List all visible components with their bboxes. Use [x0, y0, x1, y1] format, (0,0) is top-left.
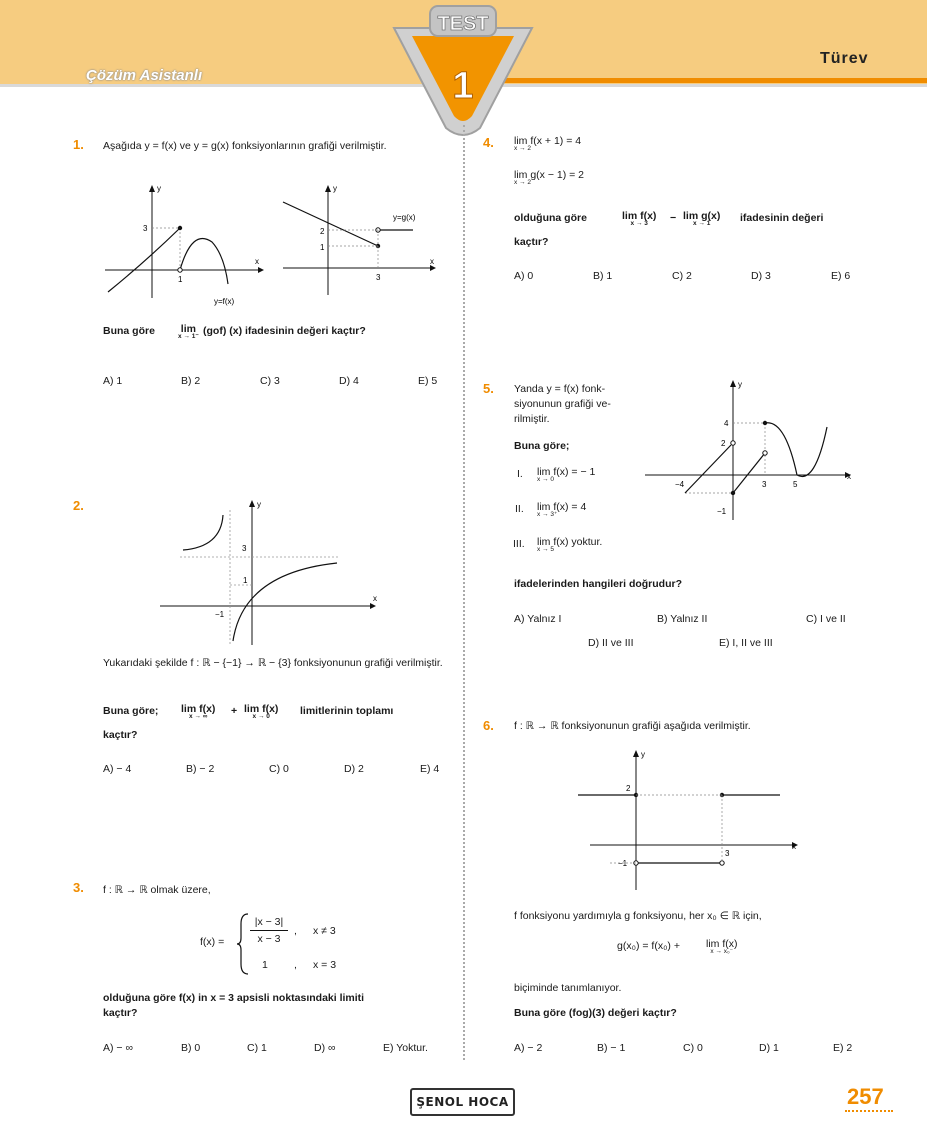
- q6-graph: [570, 745, 810, 895]
- q5-ii-sub: x → 3⁺: [537, 511, 558, 518]
- q5-ii-text: lim f(x) = 4: [537, 501, 587, 513]
- q5-iii-text: lim f(x) yoktur.: [537, 536, 603, 548]
- q5-arc: [765, 423, 797, 475]
- q5-tick-2: 2: [721, 439, 726, 448]
- q3-option-d[interactable]: D) ∞: [314, 1042, 336, 1054]
- q5-option-a[interactable]: A) Yalnız I: [514, 613, 562, 625]
- q2-y-label: y: [257, 500, 261, 509]
- q2-y-arrow: [249, 500, 255, 507]
- q3-number: 3.: [73, 880, 84, 895]
- q5-open-0-2: [731, 441, 735, 445]
- q5-ii-limit: [537, 503, 586, 519]
- q1g-tick-2: 2: [320, 227, 325, 236]
- q3-ask-2: kaçtır?: [103, 1007, 138, 1019]
- footer-brand-text: ŞENOL HOCA: [416, 1095, 509, 1109]
- q4-option-d[interactable]: D) 3: [751, 270, 771, 282]
- q2-curve-left: [183, 515, 223, 550]
- test-badge: [388, 0, 538, 138]
- page-number-underline: [845, 1110, 893, 1112]
- q1f-tick-3: 3: [143, 224, 148, 233]
- q4-minus: −: [670, 212, 677, 224]
- q5-y-arrow: [730, 380, 736, 387]
- q5-seg-1: [685, 445, 731, 493]
- q1g-tick-1: 1: [320, 243, 325, 252]
- q5-option-b[interactable]: B) Yalnız II: [657, 613, 708, 625]
- q5-intro-3: rilmiştir.: [514, 413, 550, 425]
- q1f-tick-1: 1: [178, 275, 183, 284]
- q2-ask-pre: Buna göre;: [103, 705, 159, 717]
- q3-option-b[interactable]: B) 0: [181, 1042, 201, 1054]
- q1-option-c[interactable]: C) 3: [260, 375, 280, 387]
- q5-option-c[interactable]: C) I ve II: [806, 613, 846, 625]
- q6-tick-2: 2: [626, 784, 631, 793]
- q5-tick-4: 4: [724, 419, 729, 428]
- q5-y-label: y: [738, 380, 742, 389]
- q2-option-d[interactable]: D) 2: [344, 763, 364, 775]
- q2-option-a[interactable]: A) − 4: [103, 763, 132, 775]
- q5-tick-m4: −4: [675, 480, 685, 489]
- q1f-point-filled: [178, 226, 182, 230]
- q5-iii-limit: [537, 538, 602, 554]
- q6-y-arrow: [633, 750, 639, 757]
- q2-plus: +: [231, 705, 238, 717]
- header-accent-line: [470, 78, 927, 83]
- q5-i-label: I.: [517, 468, 523, 480]
- q1g-line: [283, 202, 378, 246]
- q2-tick-m1: −1: [215, 610, 225, 619]
- topic-title: Türev: [820, 50, 869, 67]
- q1g-tick-3: 3: [376, 273, 381, 282]
- q2-limit-2: [244, 705, 278, 721]
- q1-graph-f: [100, 180, 275, 310]
- q3-numerator: |x − 3|: [254, 916, 284, 928]
- q1-option-d[interactable]: D) 4: [339, 375, 359, 387]
- q5-open-3-low: [763, 451, 767, 455]
- q5-i-sub: x → 0: [537, 476, 554, 483]
- q4-given-1: [514, 137, 581, 153]
- q3-option-c[interactable]: C) 1: [247, 1042, 267, 1054]
- q1-lim-word: lim: [180, 323, 196, 335]
- q5-ask: Buna göre;: [514, 440, 570, 452]
- q4-limb-word: lim g(x): [683, 210, 721, 222]
- q1f-point-open: [178, 268, 182, 272]
- page-number: 257: [847, 1084, 884, 1109]
- q1-intro: Aşağıda y = f(x) ve y = g(x) fonksiyonlarının grafiği verilmiştir.: [103, 140, 387, 152]
- q5-number: 5.: [483, 381, 494, 396]
- q6-formula: g(x₀) = f(x₀) +: [617, 940, 680, 952]
- q5-option-d[interactable]: D) II ve III: [588, 637, 634, 649]
- q4-option-e[interactable]: E) 6: [831, 270, 851, 282]
- footer-brand-logo: [410, 1088, 515, 1116]
- q4-limit-a: [622, 212, 656, 228]
- q6-number: 6.: [483, 718, 494, 733]
- q4-ask-end: kaçtır?: [514, 236, 549, 248]
- q3-value-2: 1: [262, 959, 268, 971]
- q5-tick-m1: −1: [717, 507, 727, 516]
- q6-formula-limit: [706, 940, 738, 956]
- q6-lim-sub: x → x₀⁻: [710, 948, 734, 955]
- q2-lim1-word: lim f(x): [181, 703, 216, 715]
- q4-ask-pre: olduğuna göre: [514, 212, 587, 224]
- q6-text-2: biçiminde tanımlanıyor.: [514, 982, 622, 994]
- q4-given1-text: lim f(x + 1) = 4: [514, 135, 582, 147]
- q3-option-e[interactable]: E) Yoktur.: [383, 1042, 428, 1054]
- q4-number: 4.: [483, 135, 494, 150]
- q5-tick-3: 3: [762, 480, 767, 489]
- q1-number: 1.: [73, 137, 84, 152]
- q6-lim-word: lim f(x): [706, 938, 738, 950]
- q1-option-a[interactable]: A) 1: [103, 375, 123, 387]
- q5-question: ifadelerinden hangileri doğrudur?: [514, 578, 683, 590]
- q2-lim1-sub: x → ∞: [189, 713, 208, 720]
- q2-graph: [155, 495, 385, 650]
- column-divider: [463, 125, 465, 1060]
- q5-x-label: x: [847, 472, 851, 481]
- q2-option-c[interactable]: C) 0: [269, 763, 289, 775]
- q2-text: Yukarıdaki şekilde f : ℝ − {−1} → ℝ − {3} fonksiyonunun grafiği verilmiştir.: [103, 657, 443, 669]
- q2-lim2-word: lim f(x): [244, 703, 279, 715]
- q5-filled-3-4: [763, 421, 767, 425]
- q2-curve-right: [233, 563, 337, 641]
- solution-assistant-label: Çözüm Asistanlı: [86, 67, 203, 84]
- q1f-x-label: x: [255, 257, 259, 266]
- q1f-y-arrow: [149, 185, 155, 192]
- q5-tick-5: 5: [793, 480, 798, 489]
- q3-denominator: x − 3: [257, 933, 281, 945]
- q5-seg-2: [733, 453, 765, 493]
- q1f-func-label: y=f(x): [214, 297, 235, 306]
- q6-option-b[interactable]: B) − 1: [597, 1042, 626, 1054]
- q6-x-label: x: [792, 842, 796, 851]
- q2-ask-end: kaçtır?: [103, 729, 138, 741]
- q3-fraction-bar: [250, 930, 288, 931]
- q1-option-b[interactable]: B) 2: [181, 375, 201, 387]
- q4-option-b[interactable]: B) 1: [593, 270, 613, 282]
- q2-option-e[interactable]: E) 4: [420, 763, 440, 775]
- q6-y-label: y: [641, 750, 645, 759]
- q6-intro: f : ℝ → ℝ fonksiyonunun grafiği aşağıda verilmiştir.: [514, 720, 751, 732]
- q1-graph-g: [278, 180, 448, 300]
- q5-ii-label: II.: [515, 503, 524, 515]
- q2-x-label: x: [373, 594, 377, 603]
- q2-x-arrow: [370, 603, 376, 609]
- q5-iii-sub: x → 5: [537, 546, 554, 553]
- q4-limit-b: [683, 212, 720, 228]
- q6-tick-3: 3: [725, 849, 730, 858]
- q3-fx: f(x) =: [200, 936, 225, 948]
- q4-given1-sub: x → 2: [514, 145, 531, 152]
- q3-cond-1: x ≠ 3: [313, 925, 336, 937]
- q3-option-a[interactable]: A) − ∞: [103, 1042, 133, 1054]
- q3-comma-1: ,: [294, 925, 297, 937]
- badge-test-number: 1: [452, 65, 474, 107]
- q1g-x-label: x: [430, 257, 434, 266]
- q6-ask: Buna göre (fog)(3) değeri kaçtır?: [514, 1007, 677, 1019]
- q2-number: 2.: [73, 498, 84, 513]
- q4-lima-sub: x → 3: [630, 220, 648, 227]
- q6-option-c[interactable]: C) 0: [683, 1042, 703, 1054]
- q3-intro: f : ℝ → ℝ olmak üzere,: [103, 884, 211, 896]
- q3-comma-2: ,: [294, 959, 297, 971]
- q2-lim2-sub: x → 0: [252, 713, 270, 720]
- q5-i-limit: [537, 468, 595, 484]
- q1g-func-label: y=g(x): [393, 213, 416, 222]
- q4-ask-post: ifadesinin değeri: [740, 212, 824, 224]
- q2-tick-1: 1: [243, 576, 248, 585]
- q5-intro-1: Yanda y = f(x) fonk-: [514, 383, 606, 395]
- q3-brace: [236, 912, 250, 976]
- q4-option-c[interactable]: C) 2: [672, 270, 692, 282]
- q1f-curve-right: [180, 239, 228, 285]
- q6-text: f fonksiyonu yardımıyla g fonksiyonu, her x₀ ∈ ℝ için,: [514, 910, 762, 922]
- q4-lima-word: lim f(x): [622, 210, 657, 222]
- q5-intro-2: siyonunun grafiği ve-: [514, 398, 611, 410]
- q3-cond-2: x = 3: [313, 959, 337, 971]
- q1f-y-label: y: [157, 184, 161, 193]
- q6-option-e[interactable]: E) 2: [833, 1042, 853, 1054]
- q2-limit-1: [181, 705, 215, 721]
- q4-option-a[interactable]: A) 0: [514, 270, 534, 282]
- q5-tail: [797, 427, 827, 476]
- q1-limit: [178, 325, 199, 341]
- q4-given-2: [514, 171, 584, 187]
- q4-given2-text: lim g(x − 1) = 2: [514, 169, 585, 181]
- q1-ask-post: (gof) (x) ifadesinin değeri kaçtır?: [203, 325, 366, 337]
- q5-option-e[interactable]: E) I, II ve III: [719, 637, 773, 649]
- q4-given2-sub: x → 2: [514, 179, 531, 186]
- q4-limb-sub: x → 1: [693, 220, 711, 227]
- q5-i-text: lim f(x) = − 1: [537, 466, 596, 478]
- q1f-curve-left: [108, 228, 180, 292]
- q2-ask-post: limitlerinin toplamı: [300, 705, 394, 717]
- q6-option-d[interactable]: D) 1: [759, 1042, 779, 1054]
- q6-option-a[interactable]: A) − 2: [514, 1042, 543, 1054]
- badge-test-word: TEST: [437, 13, 489, 35]
- q1-lim-sub: x → 1⁻: [178, 333, 199, 340]
- q2-option-b[interactable]: B) − 2: [186, 763, 215, 775]
- q1f-x-arrow: [258, 267, 264, 273]
- q5-graph: [645, 375, 860, 525]
- q3-ask-1: olduğuna göre f(x) in x = 3 apsisli noktasındaki limiti: [103, 992, 365, 1004]
- q1g-y-label: y: [333, 184, 337, 193]
- q1-ask-pre: Buna göre: [103, 325, 155, 337]
- q1g-y-arrow: [325, 185, 331, 192]
- q6-tick-m1: −1: [618, 859, 628, 868]
- q2-tick-3: 3: [242, 544, 247, 553]
- q5-iii-label: III.: [513, 538, 525, 550]
- q1-option-e[interactable]: E) 5: [418, 375, 438, 387]
